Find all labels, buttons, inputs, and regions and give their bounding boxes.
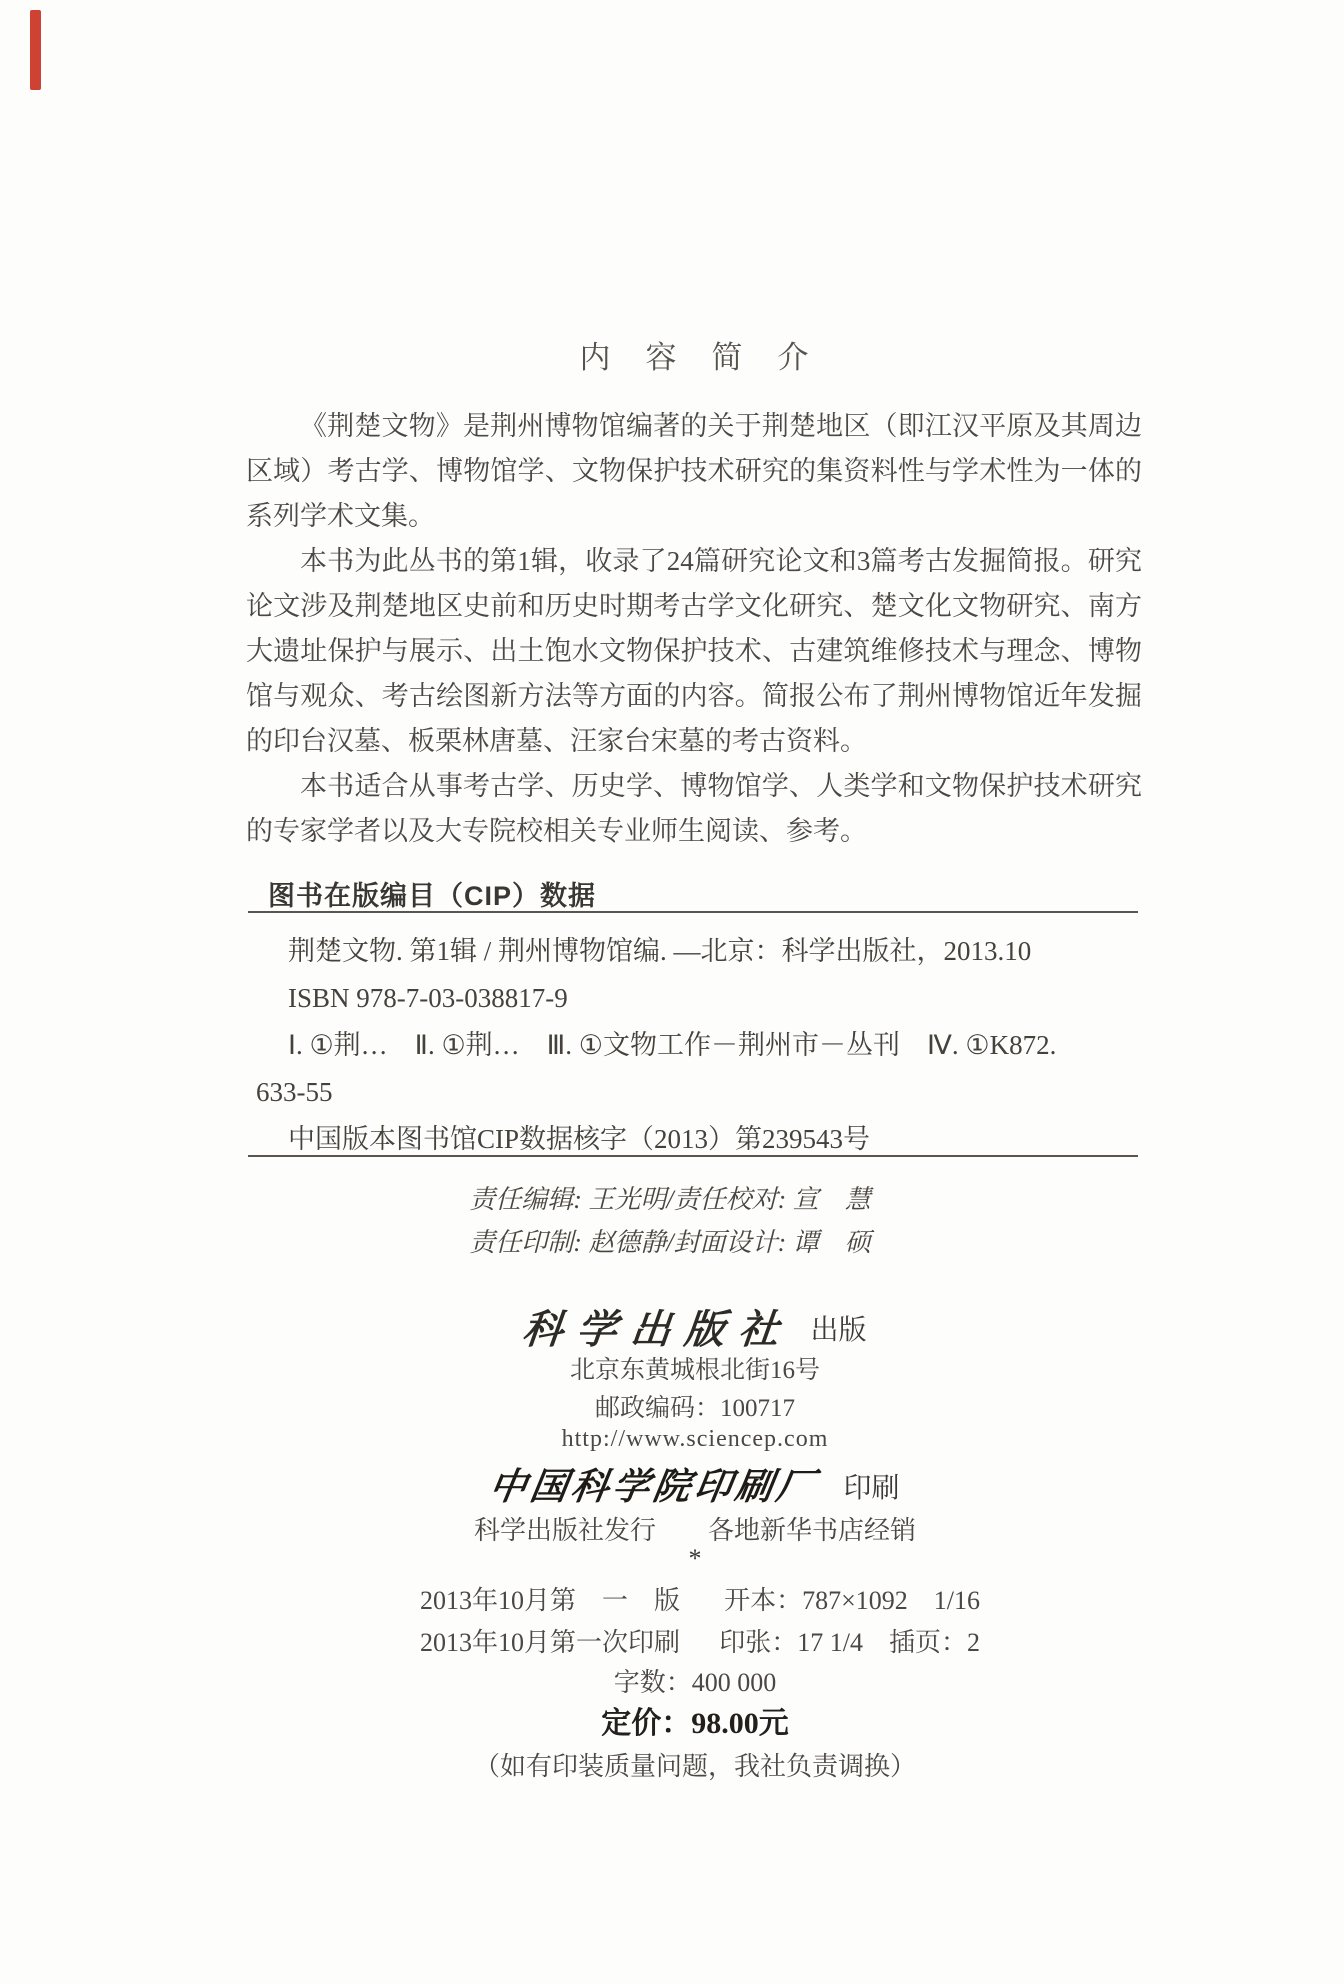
edition-date: 2013年10月第 一 版: [420, 1586, 681, 1615]
price: 定价：98.00元: [601, 1707, 789, 1740]
cip-class-number-line: 633-55: [256, 1077, 333, 1107]
cip-record-number-line: 中国版本图书馆CIP数据核字（2013）第239543号: [288, 1124, 871, 1154]
printer-logotype: 中国科学院印刷厂: [486, 1467, 822, 1508]
intro-paragraph: 本书适合从事考古学、历史学、博物馆学、人类学和文物保护技术研究的专家学者以及大专院校相关专业师生阅读、参考。: [246, 771, 1142, 846]
cip-rule-top: [248, 911, 1138, 913]
impression-date: 2013年10月第一次印刷: [420, 1628, 681, 1657]
printer-suffix: 印刷: [843, 1473, 900, 1504]
publisher-logotype: 科学出版社: [520, 1307, 796, 1352]
publisher-line: [250, 1298, 1140, 1355]
credit-printing-line: 责任印制: 赵德静/封面设计: 谭 硕: [469, 1228, 871, 1257]
cip-title-line: 荆楚文物. 第1辑 / 荆州博物馆编. —北京：科学出版社，2013.10: [288, 936, 1032, 966]
cip-heading: 图书在版编目（CIP）数据: [268, 881, 597, 911]
intro-heading: 内 容 简 介: [579, 340, 811, 375]
format-spec: 开本：787×1092 1/16: [724, 1586, 980, 1615]
cip-rule-bottom: [248, 1155, 1138, 1157]
intro-paragraph: 《荆楚文物》是荆州博物馆编著的关于荆楚地区（即江汉平原及其周边区域）考古学、博物馆学、文物保护技术研究的集资料性与学术性为一体的系列学术文集。: [246, 411, 1142, 531]
separator-asterisk: *: [688, 1544, 702, 1573]
intro-body: [246, 404, 1142, 854]
intro-paragraph: 本书为此丛书的第1辑，收录了24篇研究论文和3篇考古发掘简报。研究论文涉及荆楚地区史前和历史时期考古学文化研究、楚文化文物研究、南方大遗址保护与展示、出土饱水文物保护技术、古建筑维修技术与理念、博物馆与观众、考古绘图新方法等方面的内容。简报公布了荆州博物馆近年发掘的印台汉墓、板栗林唐墓、汪家台宋墓的考古资料。: [246, 546, 1142, 756]
publisher-suffix: 出版: [810, 1315, 867, 1346]
cip-classification-line: Ⅰ. ①荆… Ⅱ. ①荆… Ⅲ. ①文物工作－荆州市－丛刊 Ⅳ. ①K872.: [288, 1030, 1057, 1060]
sheets-spec: 印张：17 1/4 插页：2: [719, 1628, 980, 1657]
word-count: 字数：400 000: [613, 1668, 777, 1697]
printer-line: [250, 1456, 1140, 1510]
edition-row: [420, 1580, 980, 1617]
publisher-url: http://www.sciencep.com: [561, 1426, 829, 1452]
cip-isbn-line: ISBN 978-7-03-038817-9: [288, 983, 568, 1013]
staff-credits: [250, 1178, 1090, 1264]
cip-data-block: [256, 928, 1148, 1163]
scan-artifact-mark: [30, 10, 41, 90]
impression-row: [420, 1622, 980, 1659]
publisher-address: 北京东黄城根北街16号: [569, 1357, 820, 1384]
quality-note: （如有印装质量问题，我社负责调换）: [473, 1752, 916, 1781]
distribution-line: 科学出版社发行 各地新华书店经销: [473, 1516, 916, 1545]
publisher-postcode: 邮政编码：100717: [594, 1395, 795, 1422]
credit-editor-line: 责任编辑: 王光明/责任校对: 宣 慧: [469, 1185, 871, 1214]
